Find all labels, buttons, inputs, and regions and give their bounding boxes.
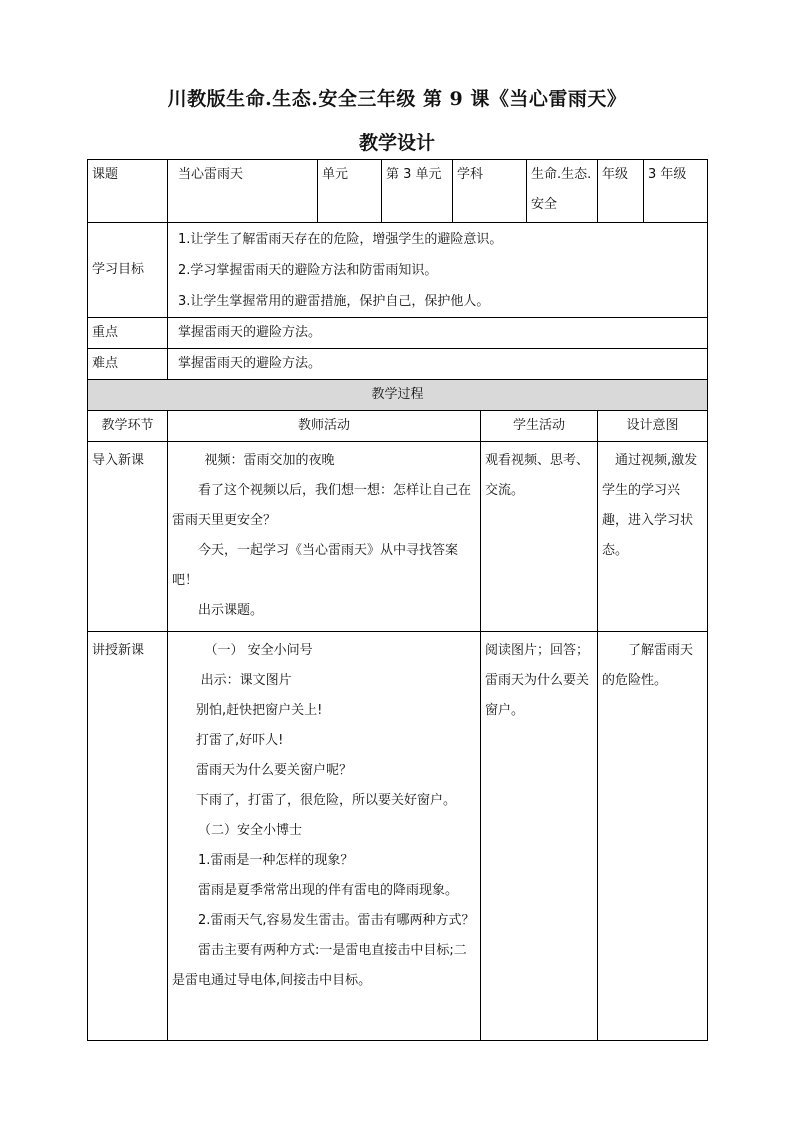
student-activity-intro: 观看视频、思考、交流。 [481,442,598,632]
teacher-line: 看了这个视频以后，我们想一想：怎样让自己在雷雨天里更安全？ [172,483,472,528]
process-row-new [88,632,708,1041]
lesson-plan-table [87,159,708,1041]
teacher-line: 打雷了,好吓人! [196,733,284,748]
teacher-line: 雷雨是夏季常常出现的伴有雷电的降雨现象。 [198,883,459,898]
process-columns-row [88,411,708,442]
grade-value: 3 年级 [644,160,708,223]
key-point-label: 重点 [88,318,168,349]
process-header: 教学过程 [88,380,708,411]
grade-label: 年级 [598,160,644,223]
teacher-line: 别怕,赶快把窗户关上! [196,703,323,718]
unit-value: 第 3 单元 [382,160,453,223]
teacher-line: 雷击主要有两种方式:一是雷电直接击中目标;二是雷电通过导电体,间接击中目标。 [172,943,467,988]
stage-intro: 导入新课 [88,442,168,632]
column-header-student: 学生活动 [481,411,598,442]
teacher-line: 下雨了，打雷了，很危险，所以要关好窗户。 [196,793,457,808]
stage-new: 讲授新课 [88,632,168,1041]
goal-item: 2.学习掌握雷雨天的避险方法和防雷雨知识。 [178,262,438,278]
goals-label: 学习目标 [88,223,168,318]
teacher-line: （一） 安全小问号 [204,643,313,658]
teacher-line: （二）安全小博士 [198,823,303,838]
key-point-value: 掌握雷雨天的避险方法。 [168,318,708,349]
teacher-line: 雷雨天为什么要关窗户呢？ [196,763,353,778]
key-point-row [88,318,708,349]
teacher-line: 2.雷雨天气,容易发生雷击。雷击有哪两种方式？ [198,913,475,928]
process-header-row [88,380,708,411]
design-intent-new: 了解雷雨天的危险性。 [598,632,708,1041]
teacher-line: 出示课题。 [198,603,264,618]
info-row [88,160,708,223]
topic-value: 当心雷雨天 [168,160,318,223]
difficulty-row [88,349,708,380]
column-header-stage: 教学环节 [88,411,168,442]
goals-row [88,223,708,318]
goals-list [168,223,708,318]
subject-label: 学科 [453,160,527,223]
difficulty-label: 难点 [88,349,168,380]
difficulty-value: 掌握雷雨天的避险方法。 [168,349,708,380]
unit-label: 单元 [318,160,382,223]
teacher-activity-intro [168,442,481,632]
goal-item: 3.让学生掌握常用的避雷措施，保护自己，保护他人。 [178,293,490,309]
topic-label: 课题 [88,160,168,223]
teacher-line: 出示：课文图片 [200,673,292,688]
subject-value: 生命.生态.安全 [527,160,598,223]
teacher-line: 视频：雷雨交加的夜晚 [204,453,335,468]
column-header-intent: 设计意图 [598,411,708,442]
teacher-line: 1.雷雨是一种怎样的现象？ [198,853,354,868]
teacher-line: 今天，一起学习《当心雷雨天》从中寻找答案吧！ [172,543,459,588]
design-intent-intro: 通过视频,激发学生的学习兴趣，进入学习状态。 [598,442,708,632]
process-row-intro [88,442,708,632]
student-activity-new: 阅读图片；回答；雷雨天为什么要关窗户。 [481,632,598,1041]
goal-item: 1.让学生了解雷雨天存在的危险，增强学生的避险意识。 [178,231,503,247]
document-subtitle: 教学设计 [358,132,435,154]
teacher-activity-new [168,632,481,1041]
document-title: 川教版生命.生态.安全三年级 第 9 课《当心雷雨天》 [167,88,627,110]
column-header-teacher: 教师活动 [168,411,481,442]
